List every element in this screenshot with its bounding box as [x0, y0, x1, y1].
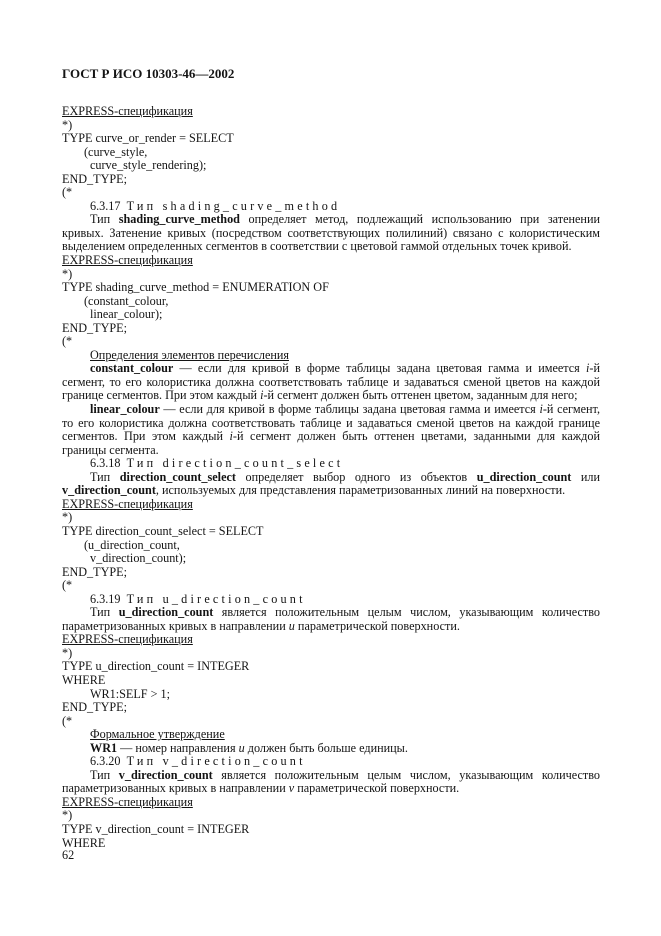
express-spec-label: EXPRESS-спецификация — [62, 104, 193, 118]
document-page — [62, 66, 600, 850]
end-type: END_TYPE; — [62, 564, 127, 579]
code-line: (constant_colour, — [84, 293, 169, 308]
comment-close: *) — [62, 266, 73, 281]
section-heading-6-3-18: 6.3.18 Тип direction_count_select — [90, 456, 344, 471]
where-keyword: WHERE — [62, 672, 106, 687]
express-spec-label: EXPRESS-спецификация — [62, 253, 193, 268]
comment-close: *) — [62, 117, 73, 132]
section-paragraph: Тип shading_curve_method определяет метод, подлежащий использованию при затенении кривых. Затенение кривых (посредством соответствующих полилиний) связано с колористическим выделением определенных сегментов в соответствии с цветовой гаммой отдельных точек кривой. — [62, 212, 601, 254]
section-heading-6-3-17: 6.3.17 Тип shading_curve_method — [90, 198, 341, 213]
type-declaration: TYPE u_direction_count = INTEGER — [62, 659, 250, 674]
code-line: (curve_style, — [84, 144, 148, 159]
linear-colour-definition: linear_colour — если для кривой в форме таблицы задана цветовая гамма и имеется i-й сегмент, то его колористика должна соответствовать таблице и задаваться сменой цветов на каждой границе сегментов. При этом каждый i-й сегмент должен быть оттенен цветами, заданными для каждой границы сегмента. — [62, 402, 600, 457]
express-spec-label: EXPRESS-спецификация — [62, 632, 193, 647]
comment-open: (* — [62, 578, 73, 593]
comment-open: (* — [62, 185, 73, 200]
end-type: END_TYPE; — [62, 700, 127, 715]
code-line: v_direction_count); — [90, 551, 187, 566]
type-declaration: TYPE shading_curve_method = ENUMERATION OF — [62, 280, 329, 295]
type-declaration: TYPE v_direction_count = INTEGER — [62, 821, 250, 836]
express-spec-label: EXPRESS-спецификация — [62, 794, 193, 809]
comment-open: (* — [62, 713, 73, 728]
comment-close: *) — [62, 510, 73, 525]
where-rule: WR1:SELF > 1; — [90, 686, 171, 701]
comment-close: *) — [62, 808, 73, 823]
express-spec-label: EXPRESS-спецификация — [62, 496, 193, 511]
where-keyword: WHERE — [62, 835, 106, 850]
constant-colour-definition: constant_colour — если для кривой в форме таблицы задана цветовая гамма и имеется i-й сегмент, то его колористика должна соответствовать таблице и задаваться сменой цветов на каждой границе сегментов. При этом каждый i-й сегмент должен быть оттенен цветом, заданным для него; — [62, 361, 600, 403]
section-heading-6-3-19: 6.3.19 Тип u_direction_count — [90, 591, 306, 606]
formal-statement: WR1 — номер направления u должен быть больше единицы. — [90, 740, 408, 755]
standard-header: ГОСТ Р ИСО 10303-46—2002 — [62, 66, 235, 81]
end-type: END_TYPE; — [62, 320, 127, 335]
comment-open: (* — [62, 334, 73, 349]
code-line: linear_colour); — [90, 307, 163, 322]
enum-definitions-heading: Определения элементов перечисления — [90, 347, 290, 362]
code-line: curve_style_rendering); — [90, 158, 207, 173]
type-declaration: TYPE direction_count_select = SELECT — [62, 523, 264, 538]
section-paragraph: Тип u_direction_count является положительным целым числом, указывающим количество параметризованных кривых в направлении u параметрической поверхности. — [62, 605, 601, 633]
comment-close: *) — [62, 645, 73, 660]
end-type: END_TYPE; — [62, 171, 127, 186]
type-declaration: TYPE curve_or_render = SELECT — [62, 131, 234, 146]
formal-statement-heading: Формальное утверждение — [90, 727, 225, 742]
section-paragraph: Тип direction_count_select определяет выбор одного из объектов u_direction_count или v_direction_count, используемых для представления параметризованных линий на поверхности. — [62, 469, 600, 498]
code-line: (u_direction_count, — [84, 537, 180, 552]
section-heading-6-3-20: 6.3.20 Тип v_direction_count — [90, 754, 306, 769]
page-number: 62 — [62, 848, 75, 862]
section-paragraph: Тип v_direction_count является положительным целым числом, указывающим количество параметризованных кривых в направлении v параметрической поверхности. — [62, 767, 601, 796]
